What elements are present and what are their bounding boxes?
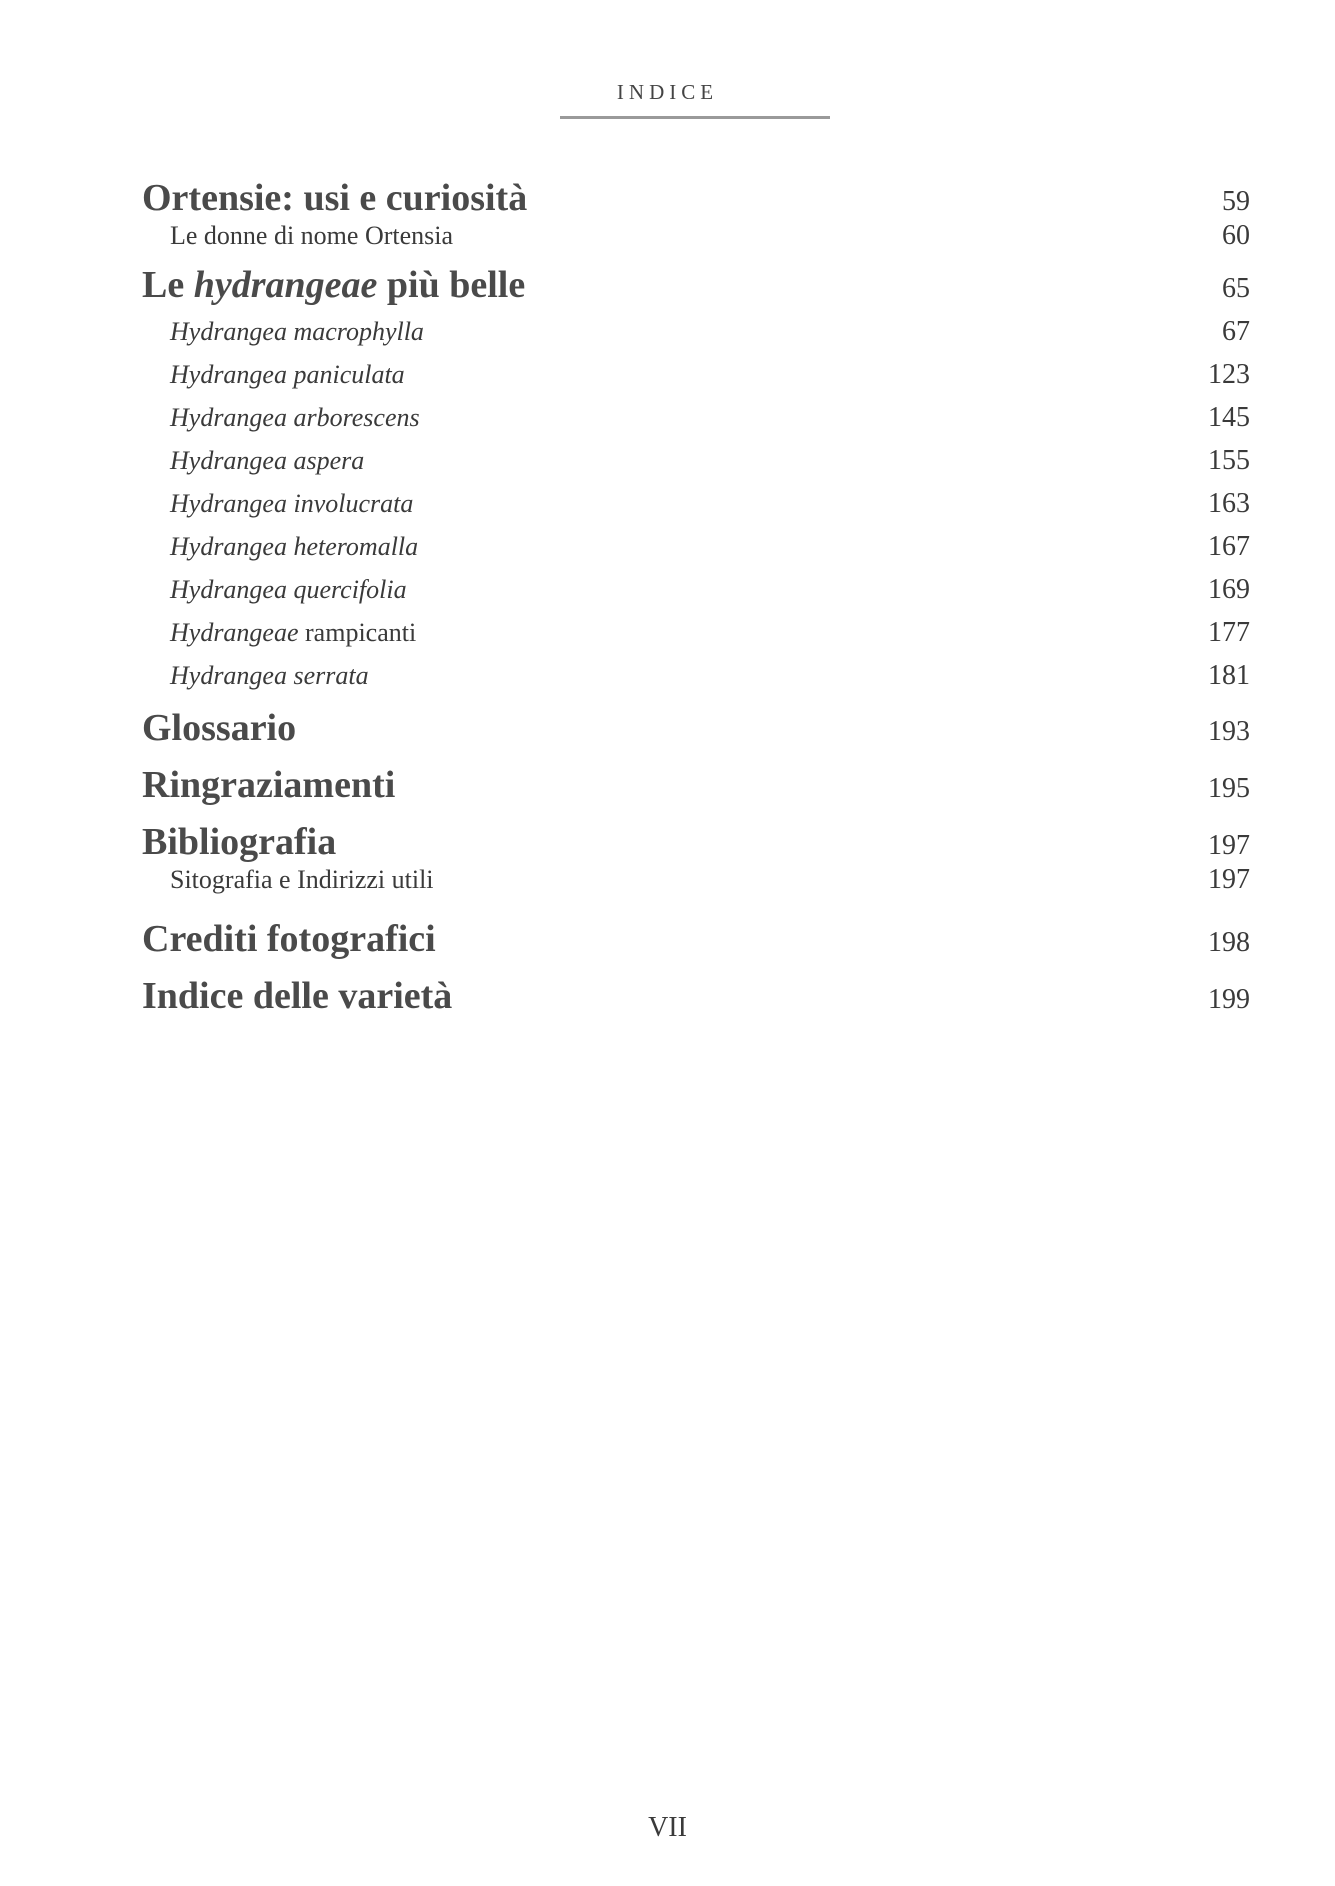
toc-entry-page: 59 — [1222, 186, 1250, 217]
toc-title-italic: hydrangeae — [193, 264, 378, 306]
toc-section-donne-ortensia — [142, 220, 1250, 263]
toc-section-rampicanti — [142, 617, 1250, 660]
toc-entry-page: 193 — [1208, 716, 1250, 747]
toc-title-prefix: Le — [142, 264, 194, 306]
toc-section-arborescens — [142, 402, 1250, 445]
toc-entry-title: Sitografia e Indirizzi utili — [170, 865, 434, 894]
toc-entry-page: 199 — [1208, 984, 1250, 1015]
toc-section-quercifolia — [142, 574, 1250, 617]
toc-section-serrata — [142, 660, 1250, 706]
toc-chapter-bibliografia — [142, 820, 1250, 864]
toc-section-paniculata — [142, 359, 1250, 402]
toc-chapter-crediti — [142, 917, 1250, 974]
toc-entry-title: Indice delle varietà — [142, 975, 453, 1017]
toc-entry-page: 195 — [1208, 773, 1250, 804]
toc-title-suffix: rampicanti — [298, 618, 417, 647]
toc-entry-title: Hydrangea macrophylla — [170, 317, 424, 346]
toc-entry-title: Ringraziamenti — [142, 764, 396, 806]
toc-entry-page: 65 — [1222, 273, 1250, 304]
toc-entry-title: Crediti fotografici — [142, 918, 436, 960]
toc-entry-page: 177 — [1208, 617, 1250, 648]
toc-section-heteromalla — [142, 531, 1250, 574]
toc-entry-title: Hydrangea paniculata — [170, 360, 405, 389]
toc-entry-page: 197 — [1208, 864, 1250, 895]
toc-chapter-ortensie-usi — [142, 176, 1250, 220]
toc-entry-title: Hydrangea serrata — [170, 661, 369, 690]
toc-entry-page: 163 — [1208, 488, 1250, 519]
toc-entry-page: 181 — [1208, 660, 1250, 691]
toc-entry-title: Ortensie: usi e curiosità — [142, 177, 528, 219]
toc-entry-title: Hydrangea arborescens — [170, 403, 420, 432]
toc-section-involucrata — [142, 488, 1250, 531]
toc-entry-title: Glossario — [142, 707, 297, 749]
toc-entry-title: Hydrangea heteromalla — [170, 532, 419, 561]
toc-chapter-glossario — [142, 706, 1250, 763]
page-number: VII — [648, 1812, 687, 1843]
toc-entry-title: Bibliografia — [142, 821, 337, 863]
toc-section-macrophylla — [142, 316, 1250, 359]
toc-title-italic: Hydrangeae — [170, 618, 299, 647]
toc-entry-title: Le donne di nome Ortensia — [170, 221, 454, 250]
toc-section-aspera — [142, 445, 1250, 488]
header-rule — [560, 116, 830, 119]
toc-entry-page: 67 — [1222, 316, 1250, 347]
toc-entry-title: Hydrangea quercifolia — [170, 575, 407, 604]
toc-entry-title — [142, 263, 525, 307]
toc-chapter-ringraziamenti — [142, 763, 1250, 820]
toc-chapter-hydrangeae-belle — [142, 263, 1250, 316]
toc-entry-page: 123 — [1208, 359, 1250, 390]
toc-entry-title: Hydrangea involucrata — [170, 489, 414, 518]
toc-section-sitografia — [142, 864, 1250, 917]
table-of-contents — [142, 176, 1250, 1031]
toc-entry-page: 155 — [1208, 445, 1250, 476]
toc-entry-title: Hydrangea aspera — [170, 446, 365, 475]
toc-entry-page: 198 — [1208, 927, 1250, 958]
toc-chapter-indice-varieta — [142, 974, 1250, 1031]
toc-entry-page: 145 — [1208, 402, 1250, 433]
toc-entry-page: 60 — [1222, 220, 1250, 251]
toc-entry-page: 197 — [1208, 830, 1250, 861]
toc-entry-page: 167 — [1208, 531, 1250, 562]
toc-entry-title — [170, 618, 416, 648]
running-head: INDICE — [616, 80, 719, 104]
toc-entry-page: 169 — [1208, 574, 1250, 605]
toc-title-suffix: più belle — [377, 264, 526, 306]
